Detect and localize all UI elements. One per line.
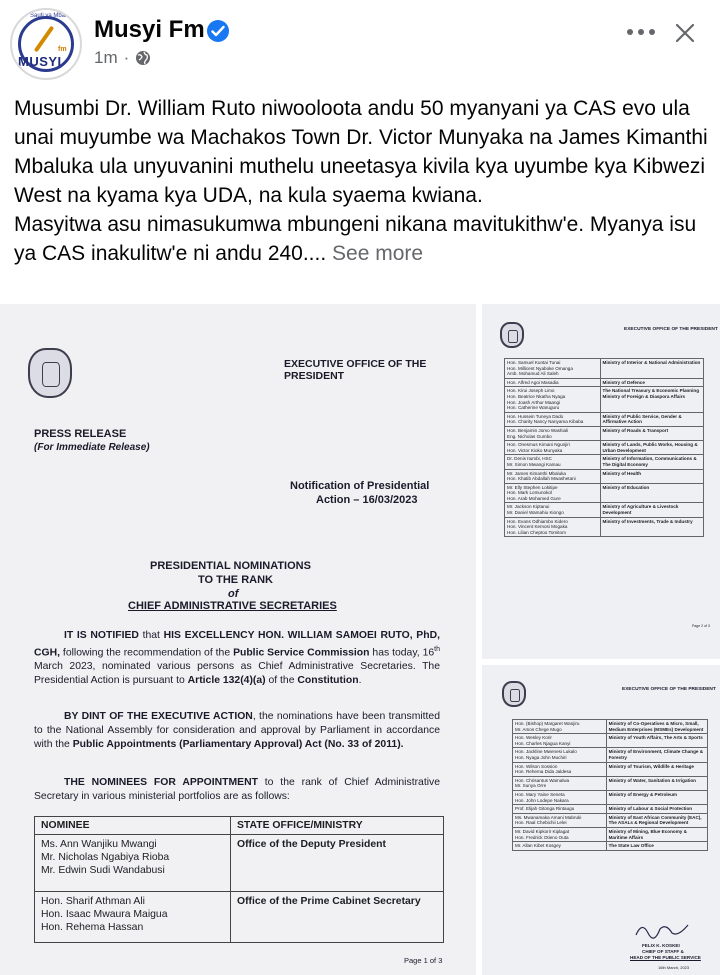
table-row (505, 483, 704, 503)
post-paragraph-1: Musumbi Dr. William Ruto niwooloota andu 50 myanyani ya CAS evo ula unai muyumbe wa Machakos Town Dr. Victor Munyaka na James Kimanthi Mbaluka ula unyuvanini muthelu uneetasya kivila kya uyumbe kya Kibwezi West na kyama kya UDA, na kula syaema kwiana. (14, 97, 708, 207)
nominee-cell: Hon. Samuel Kuntai Tunai Hon. Millicent Nyaboke Omanga Amb. Mohamud Ali Saleh (505, 359, 601, 379)
doc3-date: 16th March, 2023 (658, 965, 690, 970)
photo-page-2[interactable] (482, 304, 720, 659)
post-paragraph-2-text: Masyitwa asu nimasukumwa mbungeni nikana mavitukithw'e. Myanya isu ya CAS inakulitw'e ni andu 240.... (14, 213, 697, 265)
nominee-cell: Prof. Elijah Gitonga Rintaugu (513, 805, 607, 814)
nominee-cell: Hon. Alfred Agoi Masadia (505, 378, 601, 387)
doc-paragraph-3 (34, 776, 440, 804)
table-row (35, 835, 444, 892)
doc-p1-f: has today, 16 (369, 647, 435, 659)
verified-badge-icon (207, 20, 229, 42)
signature-icon (632, 919, 692, 941)
close-icon[interactable] (672, 20, 698, 46)
coat-of-arms-icon (500, 322, 524, 348)
office-cell: Ministry of Roads & Transport (600, 426, 703, 440)
nominee-cell: Mr. Elly Stephen Lokitipe Hon. Mark Lomunokol Hon. Arab Mohamed Gure (505, 483, 601, 503)
nominee-cell (35, 835, 231, 892)
table-row (35, 892, 444, 943)
table-row (505, 503, 704, 517)
globe-icon (135, 50, 151, 66)
nominee-name: Hon. Rehema Hassan (41, 922, 144, 933)
office-cell: Ministry of Mining, Blue Economy & Maritime Affairs (606, 827, 707, 841)
nominee-name: Ms. Ann Wanjiku Mwangi (41, 839, 157, 850)
doc3-header: EXECUTIVE OFFICE OF THE PRESIDENT (622, 687, 716, 692)
doc-paragraph-2 (34, 710, 440, 752)
nominee-cell: Mr. David Kipkorir Kiplagat Hon. Fredrick Otieno Outa (513, 827, 607, 841)
office-cell: The National Treasury & Economic Planning Ministry of Foreign & Diaspora Affairs (600, 387, 703, 412)
page-avatar[interactable] (10, 8, 82, 80)
nominee-cell: Hon. Benjamin Jomo Washiali Eng. Nicholas Gumbo (505, 426, 601, 440)
nominee-cell: Hon. Hussein Tuneya Dado Hon. Charity Nancy Nanyama Kibaba (505, 412, 601, 426)
doc2-header: EXECUTIVE OFFICE OF THE PRESIDENT (624, 327, 718, 332)
coat-of-arms-icon (502, 681, 526, 707)
nominee-cell: Ms. Mwanamaka Amani Mabruki Hon. Raal Chebichii Lelei (513, 813, 607, 827)
table-row (513, 734, 708, 748)
doc-title-3: of (228, 588, 239, 600)
doc-paragraph-1 (34, 629, 440, 688)
office-cell: Ministry of Information, Communications & The Digital Economy (600, 455, 703, 469)
doc-p1-d: following the recommendation of the (59, 647, 234, 659)
office-cell: Ministry of Environment, Climate Change & Forestry (606, 748, 707, 762)
nominee-name: Hon. Sharif Athman Ali (41, 896, 145, 907)
photo-page-1[interactable] (0, 304, 476, 975)
doc-title-1: PRESIDENTIAL NOMINATIONS (150, 560, 311, 572)
doc-p1-g: March 2023, nominated various persons as Chief Administrative Secretaries. The Presidential Action is pursuant to (34, 661, 440, 687)
office-cell: Ministry of East African Community (EAC), The ASALs & Regional Development (606, 813, 707, 827)
table-row (513, 813, 708, 827)
nominee-cell: Dr. Denis Itumbi, HSC Mr. Simon Mwangi Kamau (505, 455, 601, 469)
table-row (505, 387, 704, 412)
doc-p2-b: , the nominations have been transmitted to the National Assembly for consideration and approval by Parliament in accordance with the (34, 711, 440, 750)
doc-p1-i: of the (265, 675, 298, 687)
table-row (505, 441, 704, 455)
nominee-cell: Hon. Mary Yaine Seneta Hon. John Lodepe Nakara (513, 790, 607, 804)
nominee-cell: Hon. Jackline Mwenesi Lukalo Hon. Nyaga John Muchiri (513, 748, 607, 762)
doc-p1-j: Constitution (297, 675, 359, 687)
nominee-name: Hon. Isaac Mwaura Maigua (41, 909, 168, 920)
office-cell: Ministry of Labour & Social Protection (606, 805, 707, 814)
signer-name: FELIX K. KOSKEI (642, 943, 680, 948)
office-cell: Ministry of Education (600, 483, 703, 503)
office-cell: The State Law Office (606, 842, 707, 851)
doc-title-2: TO THE RANK (198, 574, 273, 586)
nominee-cell: Hon. (Bishop) Margaret Wanjiru Mr. Amos Chege Mugo (513, 720, 607, 734)
table-row (505, 359, 704, 379)
post-meta (94, 48, 151, 68)
doc-title-4: CHIEF ADMINISTRATIVE SECRETARIES (128, 600, 337, 612)
office-cell: Ministry of Public Service, Gender & Affirmative Action (600, 412, 703, 426)
doc3-table (512, 719, 708, 851)
immediate-release-note: (For Immediate Release) (34, 442, 150, 453)
post-time[interactable]: 1m (94, 48, 118, 67)
office-cell: Ministry of Youth Affairs, The Arts & Sports (606, 734, 707, 748)
table-row (505, 412, 704, 426)
see-more-link[interactable]: See more (332, 242, 424, 265)
nominee-cell (35, 892, 231, 943)
table-row (513, 827, 708, 841)
doc-p1-a: IT IS NOTIFIED (64, 630, 139, 641)
office-cell: Ministry of Lands, Public Works, Housing & Urban Development (600, 441, 703, 455)
avatar-fm-text: fm (58, 46, 67, 53)
post-header (0, 0, 720, 80)
office-cell: Ministry of Defence (600, 378, 703, 387)
office-cell: Ministry of Energy & Petroleum (606, 790, 707, 804)
nominee-cell: Hon. Chrisantus Wamalwa Mr. Sunya Orre (513, 776, 607, 790)
nominee-cell: Hon. Kirui Joseph Limo Hon. Beatrice Nkatha Nyaga Hon. Joash Arthur Maangi Hon. Catherine Waruguru (505, 387, 601, 412)
doc2-table (504, 358, 704, 537)
nominee-cell: Mr. Allan Kibet Kosgey (513, 842, 607, 851)
table-row (505, 469, 704, 483)
table-row (513, 748, 708, 762)
avatar-logo-text: MUSYI (18, 54, 62, 69)
nominee-name: Mr. Nicholas Ngabiya Rioba (41, 852, 170, 863)
doc-header: EXECUTIVE OFFICE OF THE PRESIDENT (284, 358, 427, 382)
table-row (513, 720, 708, 734)
office-cell: Ministry of Co-Operatives & Micro, Small, Medium Enterprises (MSMEs) Development (606, 720, 707, 734)
nominee-name: Mr. Edwin Sudi Wandabusi (41, 865, 165, 876)
notification-line-2: Action – 16/03/2023 (316, 494, 418, 506)
doc-p1-b: that (138, 630, 164, 641)
table-row (505, 517, 704, 537)
doc2-page-number: Page 2 of 3 (692, 624, 710, 628)
nominee-cell: Hon. Wesley Korir Hon. Charles Njagua Kanyi (513, 734, 607, 748)
coat-of-arms-icon (28, 348, 72, 398)
nominee-cell: Hon. Wilson Sossion Hon. Rehema Dida Jaldesa (513, 762, 607, 776)
office-cell: Ministry of Water, Sanitation & Irrigation (606, 776, 707, 790)
office-cell: Ministry of Interior & National Administration (600, 359, 703, 379)
table-row (513, 790, 708, 804)
nominees-table (34, 816, 444, 943)
doc-p1-e: Public Service Commission (233, 647, 370, 659)
doc-p2-c: Public Appointments (Parliamentary Approval) Act (No. 33 of 2011). (72, 739, 404, 750)
nominee-cell: Mr. Jackson Kiptanui Mr. Daniel Wamahiu Kiongo (505, 503, 601, 517)
doc-p1-sup: th (434, 646, 441, 653)
doc-p2-a: BY DINT OF THE EXECUTIVE ACTION (64, 711, 253, 722)
office-cell: Ministry of Health (600, 469, 703, 483)
signer-title-1: CHIEF OF STAFF & (642, 949, 684, 954)
office-cell: Office of the Prime Cabinet Secretary (231, 892, 444, 943)
nominee-cell: Hon. Evans Odhiambo Kidero Hon. Vincent Kemosi Mogaka Hon. Lilian Cheptoo Tomitom (505, 517, 601, 537)
table-row (513, 842, 708, 851)
table-row (505, 455, 704, 469)
meta-separator: · (123, 48, 130, 67)
notification-line-1: Notification of Presidential (290, 480, 430, 492)
col-header-nominee: NOMINEE (35, 817, 231, 835)
col-header-office: STATE OFFICE/MINISTRY (231, 817, 444, 835)
table-header-row (35, 817, 444, 835)
doc-p3-a: THE NOMINEES FOR APPOINTMENT (64, 777, 258, 788)
table-row (513, 805, 708, 814)
nominee-cell: Hon. Onesmus Kimani Ngunjiri Hon. Victor Kioko Munyaka (505, 441, 601, 455)
table-row (513, 776, 708, 790)
post-paragraph-2 (14, 210, 714, 268)
more-options-icon[interactable] (627, 22, 661, 42)
office-cell: Ministry of Tourism, Wildlife & Heritage (606, 762, 707, 776)
avatar-top-text: Sauti ya Mbaitu (30, 13, 72, 19)
doc-page-number: Page 1 of 3 (404, 956, 443, 965)
table-row (505, 378, 704, 387)
doc-p1-k: . (358, 675, 362, 687)
nominee-cell: Mr. James Kimanthi Mbaluka Hon. Khatib Abdallah Mwashetani (505, 469, 601, 483)
doc-p1-h: Article 132(4)(a) (187, 675, 266, 687)
photo-page-3[interactable] (482, 665, 720, 975)
page-name-link[interactable]: Musyi Fm (94, 16, 205, 43)
office-cell: Ministry of Agriculture & Livestock Development (600, 503, 703, 517)
post-text (14, 94, 714, 268)
table-row (505, 426, 704, 440)
signer-title-2: HEAD OF THE PUBLIC SERVICE (630, 955, 701, 960)
office-cell: Ministry of Investments, Trade & Industry (600, 517, 703, 537)
doc-p3-b: to the rank of Chief Administrative Secretary in various ministerial portfolios are as follows: (34, 777, 440, 802)
press-release-heading: PRESS RELEASE (34, 428, 127, 440)
doc-p1-c: HIS EXCELLENCY HON. WILLIAM SAMOEI RUTO, PhD, CGH, (34, 630, 440, 659)
table-row (513, 762, 708, 776)
office-cell: Office of the Deputy President (231, 835, 444, 892)
